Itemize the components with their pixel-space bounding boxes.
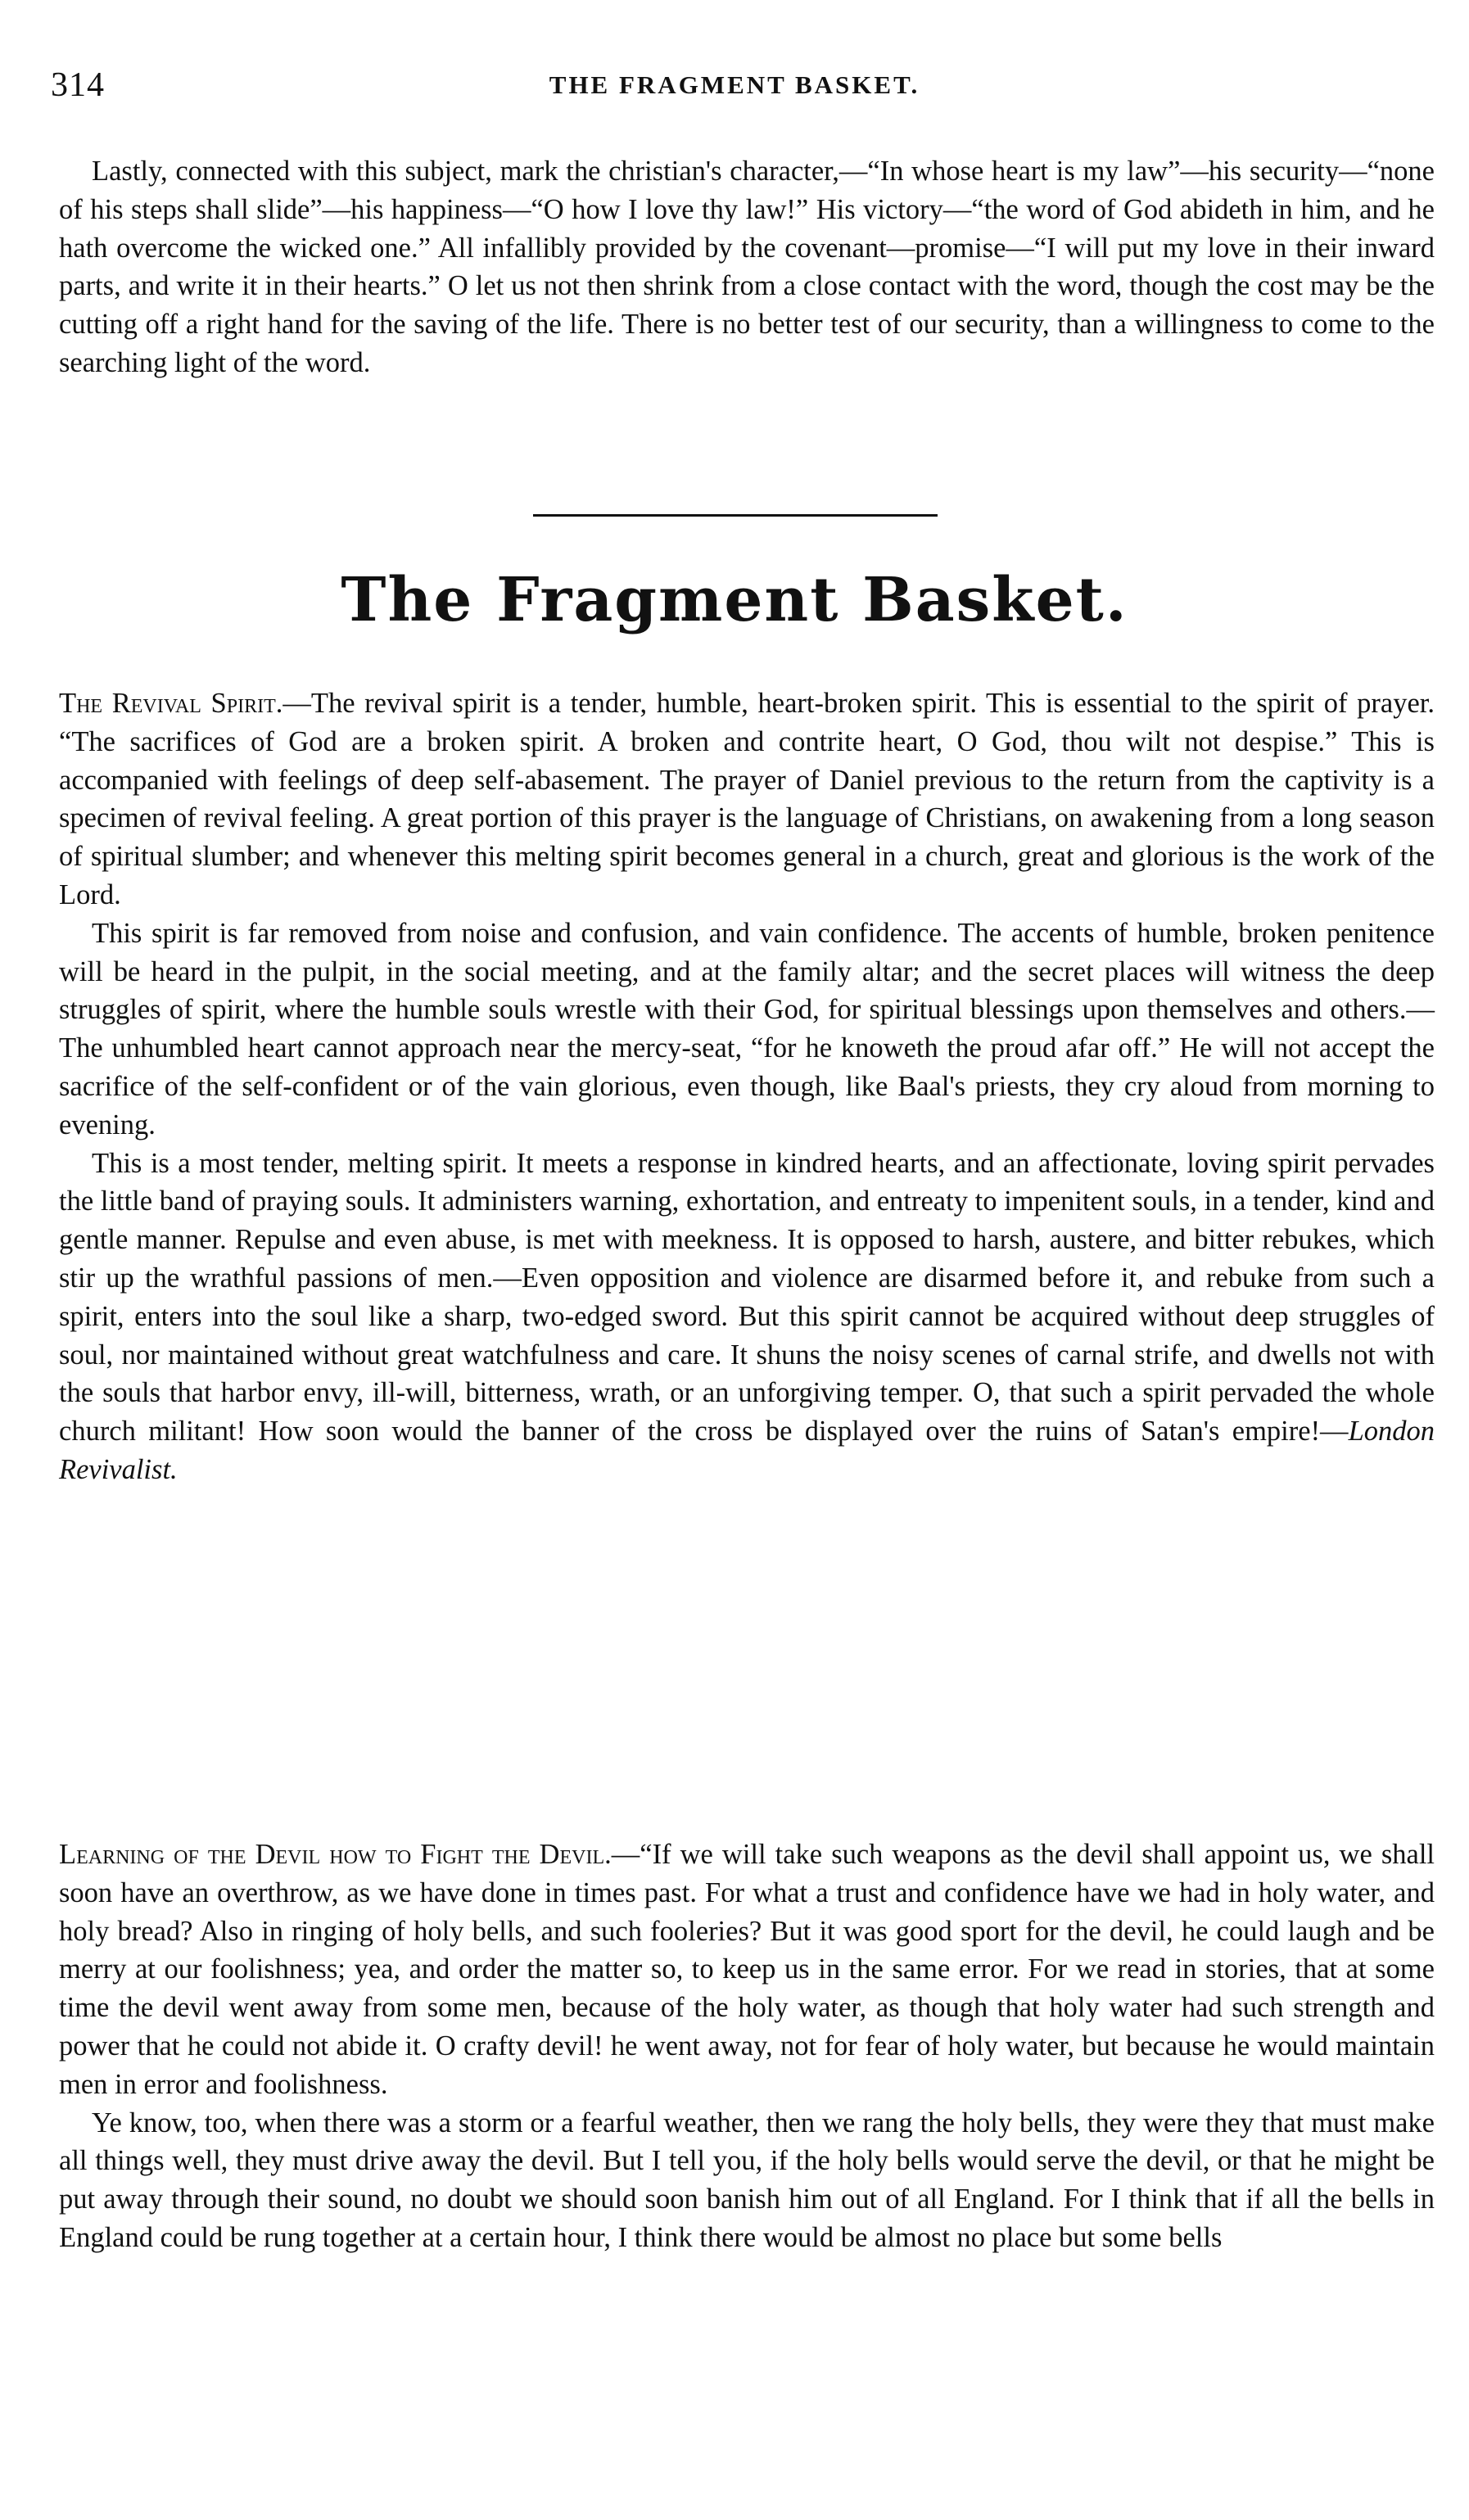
article-paragraph-text: —“If we will take such weapons as the devil shall appoint us, we shall soon have an overthrow, as we have done in times past. For what a trust and confidence have we had in holy water, and holy bread? Also in ringing of holy bells, and such fooleries? But it was good sport for the devil, he could laugh and be merry at our foolishness; yea, and order the matter so, to keep us in the same error. For we read in stories, that at some time the devil went away from some men, because of the holy water, as though that holy water had such strength and power that he could not abide it. O crafty devil! he went away, not for fear of holy water, but because he would maintain men in error and foolishness. [59,1839,1435,2100]
article-revival-spirit [59,684,1435,1489]
page-number: 314 [51,66,105,104]
article-learning-of-the-devil [59,1836,1435,2257]
section-title: The Fragment Basket. [341,565,1128,635]
article-heading: Learning of the Devil how to Fight the Devil. [59,1839,612,1870]
article-paragraph-text: This is a most tender, melting spirit. It meets a response in kindred hearts, and an affectionate, loving spirit pervades the little band of praying souls. It administers warning, exhortation, and entreaty to impenitent souls, in a tender, kind and gentle manner. Repulse and even abuse, is met with meekness. It is opposed to harsh, austere, and bitter rebukes, which stir up the wrathful passions of men.—Even opposition and violence are disarmed before it, and rebuke from such a spirit, enters into the soul like a sharp, two-edged sword. But this spirit cannot be acquired without deep struggles of soul, nor maintained without great watchfulness and care. It shuns the noisy scenes of carnal strife, and dwells not with the souls that harbor envy, ill-will, bitterness, wrath, or an unforgiving temper. O, that such a spirit pervaded the whole church militant! How soon would the banner of the cross be displayed over the ruins of Satan's empire!— [59,1147,1435,1447]
running-title: THE FRAGMENT BASKET. [549,70,920,99]
article-source: London Revivalist. [59,1416,1435,1485]
article-paragraph: Ye know, too, when there was a storm or a fearful weather, then we rang the holy bells, they were they that must make all things well, they must drive away the devil. But I tell you, if the holy bells would serve the devil, or that he might be put away through their sound, no doubt we should soon banish him out of all England. For I think that if all the bells in England could be rung together at a certain hour, I think there would be almost no place but some bells [59,2107,1435,2253]
section-divider [533,514,938,517]
intro-paragraph: Lastly, connected with this subject, mark the christian's character,—“In whose heart is my law”—his security—“none of his steps shall slide”—his happiness—“O how I love thy law!” His victory—“the word of God abideth in him, and he hath overcome the wicked one.” All infallibly provided by the covenant—promise—“I will put my love in their inward parts, and write it in their hearts.” O let us not then shrink from a close contact with the word, though the cost may be the cutting off a right hand for the saving of the life. There is no better test of our security, than a willingness to come to the searching light of the word. [59,156,1435,378]
article-paragraph [59,1145,1435,1489]
article-paragraph [59,684,1435,915]
article-paragraph [59,1836,1435,2104]
running-head [51,65,1418,115]
article-paragraph: This spirit is far removed from noise and confusion, and vain confidence. The accents of humble, broken penitence will be heard in the pulpit, in the social meeting, and at the family altar; and the secret places will witness the deep struggles of spirit, where the humble souls wrestle with their God, for spiritual blessings upon themselves and others.—The unhumbled heart cannot approach near the mercy-seat, “for he knoweth the proud afar off.” He will not accept the sacrifice of the self-confident or of the vain glorious, even though, like Baal's priests, they cry aloud from morning to evening. [59,917,1435,1140]
intro-text [59,152,1435,382]
article-heading: The Revival Spirit. [59,688,283,719]
article-paragraph-text: —The revival spirit is a tender, humble, heart-broken spirit. This is essential to the spirit of prayer. “The sacrifices of God are a broken spirit. A broken and contrite heart, O God, thou wilt not despise.” This is accompanied with feelings of deep self-abasement. The prayer of Daniel previous to the return from the captivity is a specimen of revival feeling. A great portion of this prayer is the language of Christians, on awakening from a long season of spiritual slumber; and whenever this melting spirit becomes general in a church, great and glorious is the work of the Lord. [59,688,1435,910]
